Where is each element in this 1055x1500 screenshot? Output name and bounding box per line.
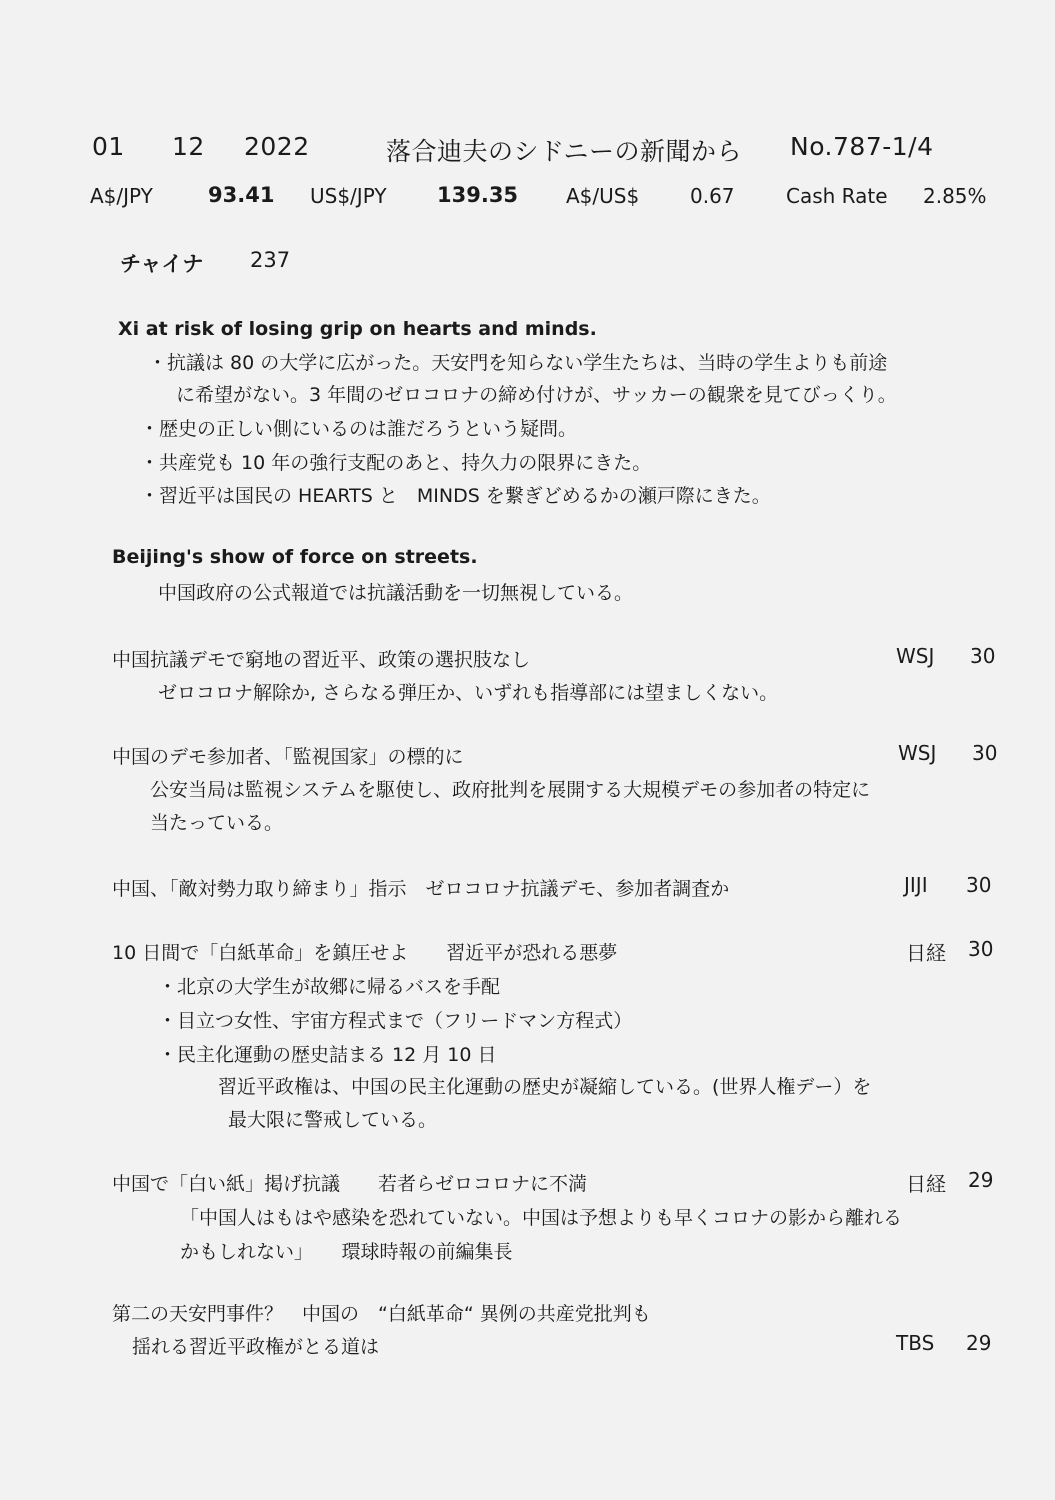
article-day: 30 [972,741,998,765]
article-line: 「中国人はもはや感染を恐れていない。中国は予想よりも早くコロナの影から離れる [180,1207,903,1229]
article-line: ・共産党も 10 年の強行支配のあと、持久力の限界にきた。 [140,452,652,474]
issue-number: No.787-1/4 [790,132,934,161]
article-day: 29 [968,1168,994,1192]
article-source: 日経 [906,941,946,965]
article-source: TBS [896,1331,935,1355]
article-headline: 中国のデモ参加者、「監視国家」の標的に [112,746,464,768]
article-headline: 第二の天安門事件？ 中国の “白紙革命“ 異例の共産党批判も [112,1303,651,1325]
article-headline: 中国で「白い紙」掲げ抗議 若者らゼロコロナに不満 [112,1173,588,1195]
article-day: 30 [970,644,996,668]
article-line: かもしれない」 環球時報の前編集長 [180,1241,513,1263]
article-line: ・北京の大学生が故郷に帰るバスを手配 [158,976,501,998]
date-year: 2022 [244,132,310,161]
usd-jpy-label: US$/JPY [310,184,387,208]
article-line: 揺れる習近平政権がとる道は [132,1336,380,1358]
article-day: 30 [968,937,994,961]
aud-usd-value: 0.67 [690,184,735,208]
section-number: 237 [250,248,291,272]
date-month: 12 [172,132,205,161]
newsletter-title: 落合迪夫のシドニーの新聞から [386,137,743,166]
article-day: 30 [966,873,992,897]
aud-jpy-label: A$/JPY [90,184,153,208]
article-source: JIJI [904,873,928,897]
article-line: ・習近平は国民の HEARTS と MINDS を繋ぎどめるかの瀬戸際にきた。 [140,485,771,507]
cash-rate-value: 2.85% [923,184,987,208]
article-headline: Beijing's show of force on streets. [112,546,478,568]
article-line: ・歴史の正しい側にいるのは誰だろうという疑問。 [140,418,578,440]
article-line: 習近平政権は、中国の民主化運動の歴史が凝縮している。(世界人権デー）を [218,1076,872,1098]
article-line: 当たっている。 [150,812,284,834]
article-source: WSJ [896,644,935,668]
aud-jpy-value: 93.41 [208,183,275,207]
article-headline: Xi at risk of losing grip on hearts and minds. [118,318,597,340]
article-day: 29 [966,1331,992,1355]
article-source: WSJ [898,741,937,765]
article-headline: 中国抗議デモで窮地の習近平、政策の選択肢なし [112,649,531,671]
article-line: ・目立つ女性、宇宙方程式まで（フリードマン方程式） [158,1010,633,1032]
usd-jpy-value: 139.35 [437,183,519,207]
article-line: に希望がない。3 年間のゼロコロナの締め付けが、サッカーの観衆を見てびっくり。 [176,384,897,406]
article-line: 中国政府の公式報道では抗議活動を一切無視している。 [158,582,634,604]
article-line: ・抗議は 80 の大学に広がった。天安門を知らない学生たちは、当時の学生よりも前途 [148,352,888,374]
article-line: 最大限に警戒している。 [228,1109,438,1131]
article-headline: 10 日間で「白紙革命」を鎮圧せよ 習近平が恐れる悪夢 [112,942,618,964]
article-line: 公安当局は監視システムを駆使し、政府批判を展開する大規模デモの参加者の特定に [150,779,871,801]
article-headline: 中国、「敵対勢力取り締まり」指示 ゼロコロナ抗議デモ、参加者調査か [112,878,730,900]
article-line: ゼロコロナ解除か, さらなる弾圧か、いずれも指導部には望ましくない。 [158,682,779,704]
section-name: チャイナ [120,252,204,276]
date-day: 01 [92,132,125,161]
cash-rate-label: Cash Rate [786,184,888,208]
article-source: 日経 [906,1172,946,1196]
aud-usd-label: A$/US$ [566,184,640,208]
article-line: ・民主化運動の歴史詰まる 12 月 10 日 [158,1044,497,1066]
